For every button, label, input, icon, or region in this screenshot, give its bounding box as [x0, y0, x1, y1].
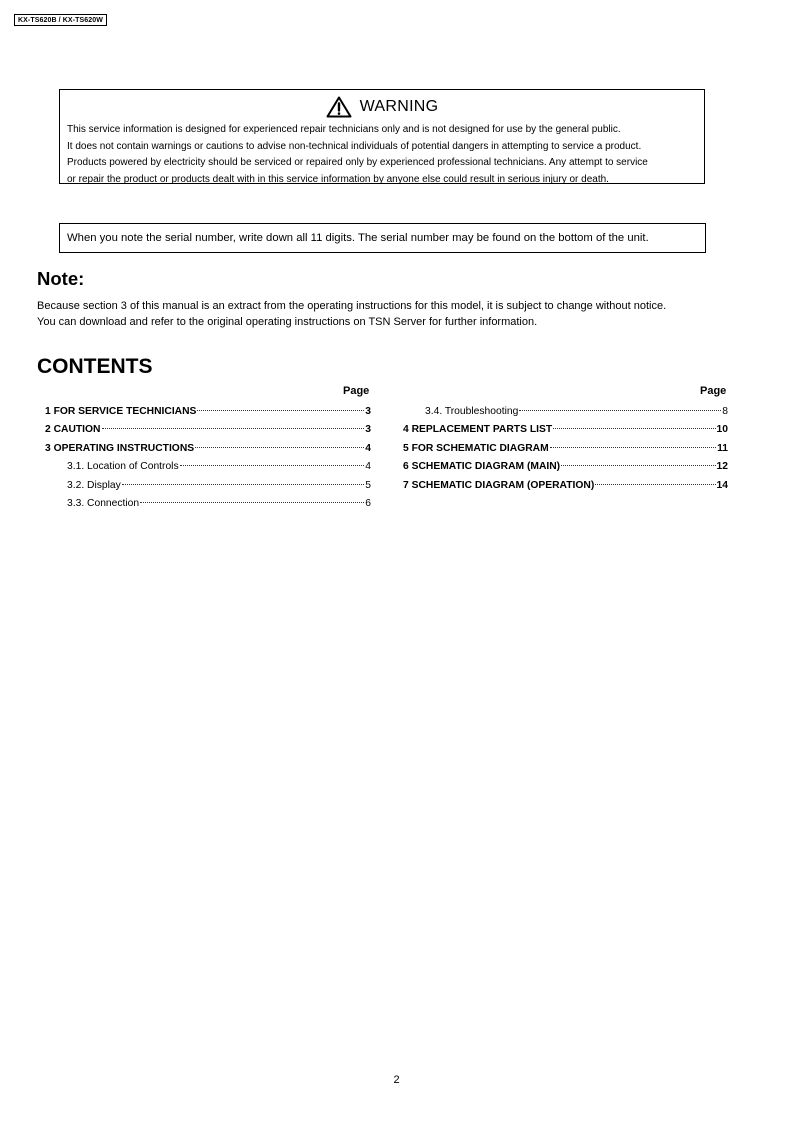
toc-leader-dots — [519, 410, 721, 411]
warning-title: WARNING — [359, 98, 439, 115]
contents-title: CONTENTS — [37, 355, 153, 378]
warning-line: or repair the product or products dealt with in this service information by anyone else could result in serious injury or death. — [67, 173, 609, 185]
model-tag: KX-TS620B / KX-TS620W — [14, 14, 107, 26]
toc-entry-label: 1 FOR SERVICE TECHNICIANS — [45, 406, 197, 417]
toc-entry[interactable] — [45, 443, 371, 461]
toc-entry[interactable] — [45, 406, 371, 424]
toc-entry-label: 5 FOR SCHEMATIC DIAGRAM — [403, 442, 549, 454]
toc-entry-label: 3.1. Location of Controls — [67, 461, 179, 473]
toc-entry[interactable] — [403, 461, 728, 479]
toc-entry-page: 4 — [365, 461, 371, 473]
toc-entry-page: 14 — [716, 479, 728, 491]
toc-entry-page: 12 — [716, 461, 728, 473]
toc-entry[interactable] — [403, 406, 728, 424]
toc-entry-page: 4 — [365, 442, 371, 454]
note-line: You can download and refer to the original operating instructions on TSN Server for further information. — [37, 316, 538, 328]
toc-leader-dots — [561, 465, 715, 466]
toc-entry-page: 5 — [365, 479, 371, 491]
toc-leader-dots — [197, 410, 364, 411]
warning-line: It does not contain warnings or cautions to advise non-technical individuals of potential dangers in attempting to service a product. — [67, 140, 642, 152]
toc-right-column — [403, 406, 728, 498]
toc-leader-dots — [140, 502, 364, 503]
warning-triangle-icon — [326, 96, 352, 118]
toc-entry-label: 3.4. Troubleshooting — [425, 406, 519, 417]
toc-leader-dots — [180, 465, 365, 466]
toc-entry-label: 7 SCHEMATIC DIAGRAM (OPERATION) — [403, 479, 595, 491]
toc-entry-label: 3 OPERATING INSTRUCTIONS — [45, 442, 195, 454]
toc-leader-dots — [550, 447, 716, 448]
toc-entry-label: 4 REPLACEMENT PARTS LIST — [403, 424, 553, 436]
toc-entry-page: 3 — [365, 406, 371, 417]
toc-leader-dots — [553, 428, 715, 429]
toc-entry-label: 2 CAUTION — [45, 424, 101, 436]
toc-leader-dots — [595, 484, 715, 485]
note-text — [37, 298, 666, 330]
toc-leader-dots — [122, 484, 364, 485]
toc-leader-dots — [195, 447, 364, 448]
warning-line: Products powered by electricity should be serviced or repaired only by experienced professional technicians. Any attempt to service — [67, 157, 648, 168]
toc-entry[interactable] — [403, 443, 728, 461]
note-line: Because section 3 of this manual is an extract from the operating instructions for this model, it is subject to change without notice. — [37, 300, 667, 312]
warning-box — [59, 89, 705, 184]
toc-entry-page: 11 — [717, 442, 728, 454]
toc-entry-page: 3 — [365, 424, 371, 436]
toc-entry[interactable] — [403, 424, 728, 442]
note-title: Note: — [37, 268, 85, 289]
toc-entry-page: 8 — [722, 406, 728, 417]
warning-line: This service information is designed for experienced repair technicians only and is not designed for use by the general public. — [67, 124, 621, 135]
toc-entry[interactable] — [45, 498, 371, 516]
toc-entry[interactable] — [403, 480, 728, 498]
toc-entry[interactable] — [45, 461, 371, 479]
toc-entry-page: 10 — [716, 424, 728, 436]
toc-left-column — [45, 406, 371, 516]
page-column-label-right: Page — [700, 385, 727, 397]
toc-leader-dots — [102, 428, 365, 429]
toc-entry-label: 3.2. Display — [67, 479, 121, 491]
toc-entry[interactable] — [45, 480, 371, 498]
page-column-label-left: Page — [343, 385, 370, 397]
toc-entry-label: 3.3. Connection — [67, 497, 140, 509]
warning-header — [60, 96, 704, 118]
warning-text — [67, 122, 707, 188]
toc-entry-label: 6 SCHEMATIC DIAGRAM (MAIN) — [403, 461, 561, 473]
serial-number-notice: When you note the serial number, write down all 11 digits. The serial number may be found on the bottom of the unit. — [59, 223, 706, 253]
toc-entry-page: 6 — [365, 497, 371, 509]
toc-entry[interactable] — [45, 424, 371, 442]
page-number: 2 — [393, 1074, 400, 1086]
